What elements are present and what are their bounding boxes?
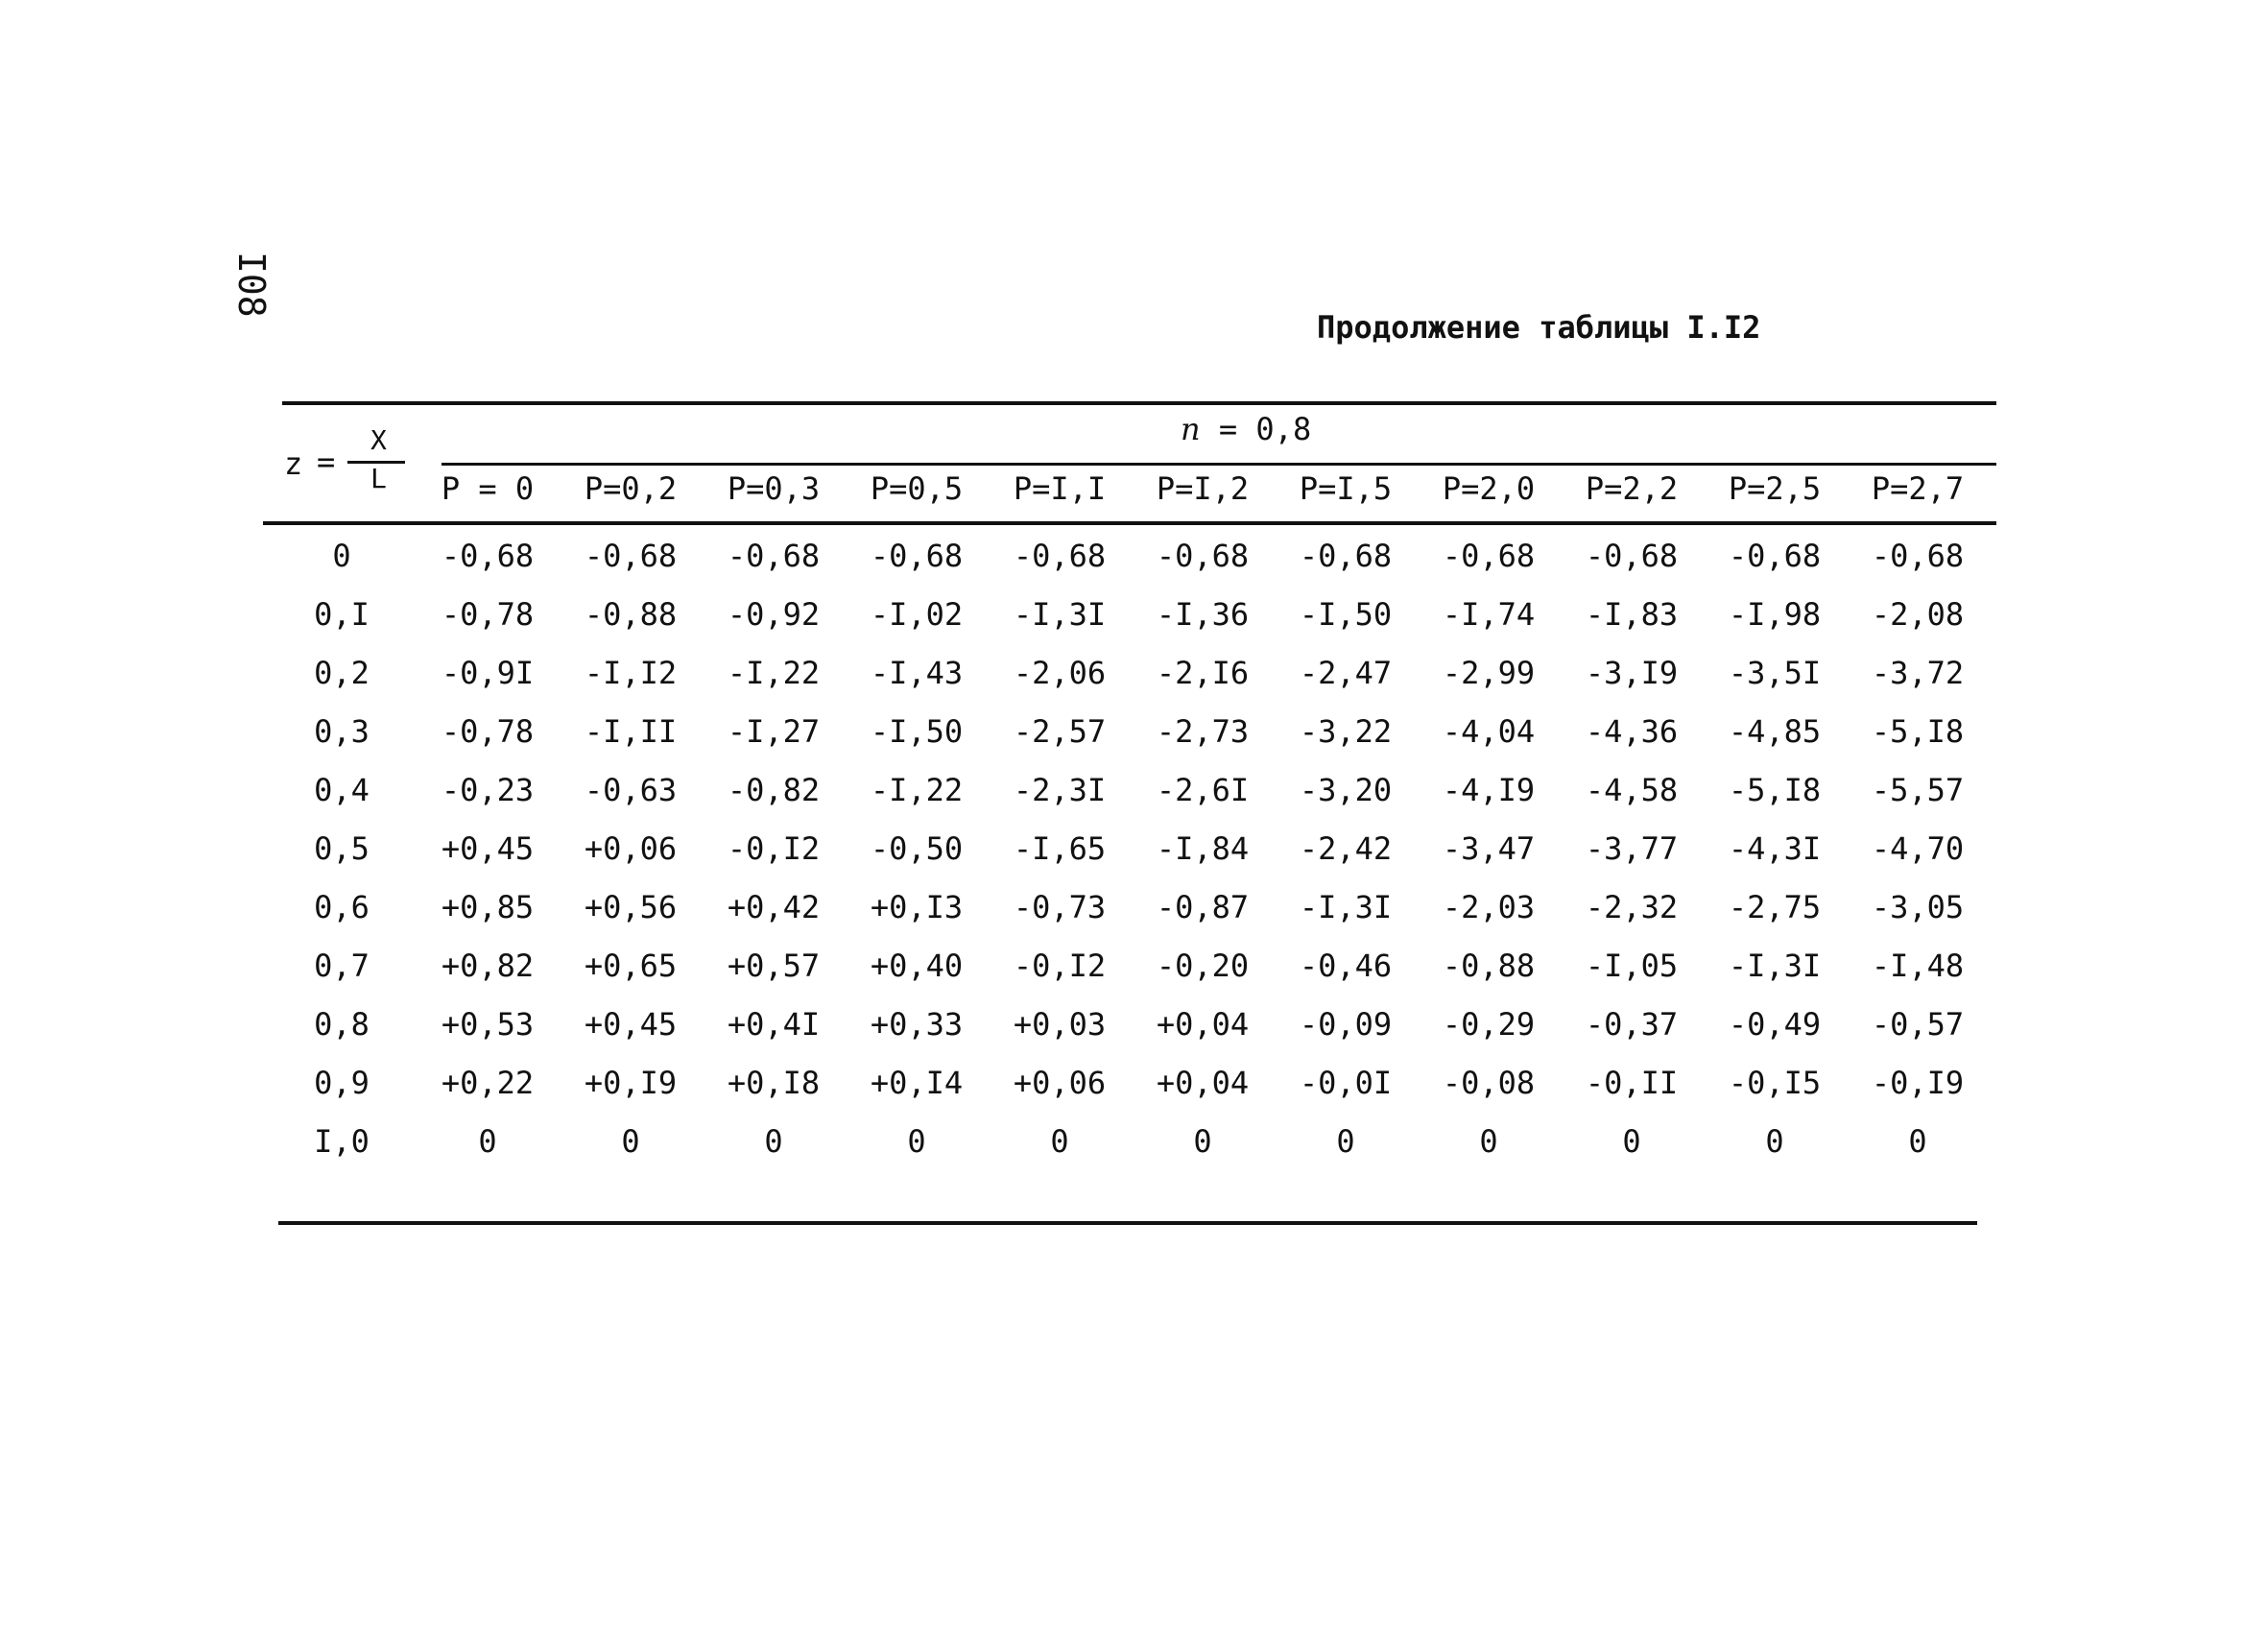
table-cell: +0,82 (441, 948, 535, 984)
table-cell: -I,3I (1299, 889, 1393, 925)
table-cell: -4,36 (1585, 713, 1679, 750)
z-value-cell: 0,9 (314, 1065, 370, 1101)
table-cell: -0,29 (1442, 1006, 1536, 1043)
table-cell: +0,33 (870, 1006, 964, 1043)
table-cell: -0,68 (441, 538, 535, 574)
table-cell: -2,73 (1156, 713, 1250, 750)
table-cell: -I,84 (1156, 830, 1250, 867)
z-symbol: z (284, 445, 303, 482)
table-cell: -I,I2 (584, 655, 678, 691)
table-cell: -2,99 (1442, 655, 1536, 691)
table-row (0, 889, 2268, 937)
table-cell: -2,42 (1299, 830, 1393, 867)
n-group-header (1181, 411, 1311, 447)
column-header: P=I,5 (1299, 470, 1393, 507)
table-cell: -5,57 (1871, 772, 1965, 808)
table-cell: -I,74 (1442, 596, 1536, 633)
z-value-cell: 0,6 (314, 889, 370, 925)
table-cell: -I,3I (1728, 948, 1822, 984)
table-row (0, 1123, 2268, 1171)
z-value-cell: 0,4 (314, 772, 370, 808)
z-value-cell: 0,2 (314, 655, 370, 691)
table-cell: -3,5I (1728, 655, 1822, 691)
table-cell: -3,47 (1442, 830, 1536, 867)
table-cell: -0,82 (727, 772, 821, 808)
table-cell: 0 (1908, 1123, 1927, 1160)
table-cell: +0,04 (1156, 1006, 1250, 1043)
table-cell: -I,50 (1299, 596, 1393, 633)
table-cell: -0,78 (441, 713, 535, 750)
column-header: P=2,5 (1728, 470, 1822, 507)
table-cell: -5,I8 (1728, 772, 1822, 808)
table-header-bottom-rule (263, 521, 1996, 525)
z-column-header (284, 424, 418, 497)
table-cell: +0,I3 (870, 889, 964, 925)
column-header: P=2,0 (1442, 470, 1536, 507)
table-cell: -0,I2 (727, 830, 821, 867)
table-cell: -3,22 (1299, 713, 1393, 750)
table-cell: -I,22 (727, 655, 821, 691)
table-cell: -3,05 (1871, 889, 1965, 925)
table-cell: 0 (1193, 1123, 1212, 1160)
column-header: P=2,7 (1871, 470, 1965, 507)
table-cell: -4,04 (1442, 713, 1536, 750)
table-bottom-rule (278, 1221, 1977, 1225)
table-cell: -I,65 (1013, 830, 1107, 867)
table-cell: -4,I9 (1442, 772, 1536, 808)
table-cell: -0,49 (1728, 1006, 1822, 1043)
table-cell: -0,46 (1299, 948, 1393, 984)
table-row (0, 713, 2268, 761)
table-cell: -0,I5 (1728, 1065, 1822, 1101)
table-cell: -I,05 (1585, 948, 1679, 984)
table-cell: -0,68 (1871, 538, 1965, 574)
table-cell: +0,I8 (727, 1065, 821, 1101)
table-cell: -0,08 (1442, 1065, 1536, 1101)
table-cell: -0,68 (870, 538, 964, 574)
table-cell: -0,50 (870, 830, 964, 867)
z-value-cell: 0,8 (314, 1006, 370, 1043)
table-cell: -0,9I (441, 655, 535, 691)
table-cell: +0,65 (584, 948, 678, 984)
table-cell: -0,78 (441, 596, 535, 633)
table-cell: 0 (1765, 1123, 1784, 1160)
table-cell: +0,85 (441, 889, 535, 925)
table-cell: -2,03 (1442, 889, 1536, 925)
table-cell: -I,3I (1013, 596, 1107, 633)
table-cell: -0,68 (1728, 538, 1822, 574)
table-cell: +0,40 (870, 948, 964, 984)
table-cell: -I,50 (870, 713, 964, 750)
table-row (0, 1065, 2268, 1113)
table-cell: -0,68 (1156, 538, 1250, 574)
table-cell: -2,06 (1013, 655, 1107, 691)
table-row (0, 596, 2268, 644)
table-top-rule (282, 401, 1996, 405)
table-cell: -0,37 (1585, 1006, 1679, 1043)
table-cell: -3,I9 (1585, 655, 1679, 691)
table-cell: +0,42 (727, 889, 821, 925)
page-number: I08 (230, 252, 273, 318)
table-cell: -0,23 (441, 772, 535, 808)
table-cell: +0,57 (727, 948, 821, 984)
table-cell: -I,27 (727, 713, 821, 750)
column-header: P=0,5 (870, 470, 964, 507)
table-row (0, 948, 2268, 996)
table-cell: -0,68 (1013, 538, 1107, 574)
table-cell: -0,II (1585, 1065, 1679, 1101)
table-header-divider (442, 463, 1996, 466)
table-cell: 0 (764, 1123, 783, 1160)
z-value-cell: 0,5 (314, 830, 370, 867)
table-cell: -4,58 (1585, 772, 1679, 808)
z-value-cell: 0,I (314, 596, 370, 633)
table-cell: -I,83 (1585, 596, 1679, 633)
column-header: P=0,3 (727, 470, 821, 507)
table-cell: -2,I6 (1156, 655, 1250, 691)
table-cell: +0,06 (1013, 1065, 1107, 1101)
table-cell: +0,53 (441, 1006, 535, 1043)
table-cell: 0 (621, 1123, 640, 1160)
table-row (0, 655, 2268, 703)
table-cell: -2,57 (1013, 713, 1107, 750)
table-cell: 0 (1050, 1123, 1069, 1160)
table-cell: -I,36 (1156, 596, 1250, 633)
table-cell: +0,45 (441, 830, 535, 867)
table-caption: Продолжение таблицы I.I2 (1317, 309, 1761, 346)
table-cell: +0,I4 (870, 1065, 964, 1101)
table-cell: +0,4I (727, 1006, 821, 1043)
z-denominator: L (370, 463, 387, 494)
table-cell: -4,3I (1728, 830, 1822, 867)
table-cell: +0,45 (584, 1006, 678, 1043)
table-cell: -0,87 (1156, 889, 1250, 925)
table-cell: -0,68 (727, 538, 821, 574)
table-cell: -3,20 (1299, 772, 1393, 808)
table-cell: -0,68 (1585, 538, 1679, 574)
table-cell: -2,32 (1585, 889, 1679, 925)
table-cell: -3,77 (1585, 830, 1679, 867)
table-cell: -2,47 (1299, 655, 1393, 691)
table-cell: -0,88 (1442, 948, 1536, 984)
table-cell: +0,06 (584, 830, 678, 867)
table-cell: -0,68 (584, 538, 678, 574)
column-header: P=I,I (1013, 470, 1107, 507)
table-cell: -I,II (584, 713, 678, 750)
table-cell: 0 (478, 1123, 497, 1160)
table-cell: -3,72 (1871, 655, 1965, 691)
table-cell: -2,6I (1156, 772, 1250, 808)
z-value-cell: 0 (332, 538, 351, 574)
z-equals: = (317, 444, 336, 480)
table-cell: +0,56 (584, 889, 678, 925)
n-value: = 0,8 (1200, 411, 1312, 447)
column-header: P=2,2 (1585, 470, 1679, 507)
table-cell: -I,48 (1871, 948, 1965, 984)
table-cell: -0,68 (1442, 538, 1536, 574)
table-cell: -I,43 (870, 655, 964, 691)
table-cell: -0,I9 (1871, 1065, 1965, 1101)
table-cell: +0,22 (441, 1065, 535, 1101)
table-cell: 0 (907, 1123, 926, 1160)
table-cell: -0,68 (1299, 538, 1393, 574)
n-symbol: n (1181, 411, 1201, 447)
z-value-cell: I,0 (314, 1123, 370, 1160)
table-row (0, 1006, 2268, 1054)
table-cell: -0,73 (1013, 889, 1107, 925)
table-cell: -0,63 (584, 772, 678, 808)
table-cell: -0,I2 (1013, 948, 1107, 984)
table-cell: -0,88 (584, 596, 678, 633)
table-cell: -I,98 (1728, 596, 1822, 633)
table-cell: -I,22 (870, 772, 964, 808)
table-cell: -I,02 (870, 596, 964, 633)
table-row (0, 830, 2268, 878)
table-cell: 0 (1622, 1123, 1641, 1160)
table-cell: -0,0I (1299, 1065, 1393, 1101)
table-cell: -2,3I (1013, 772, 1107, 808)
table-cell: 0 (1479, 1123, 1498, 1160)
table-cell: -0,57 (1871, 1006, 1965, 1043)
table-cell: -0,92 (727, 596, 821, 633)
table-cell: +0,04 (1156, 1065, 1250, 1101)
z-numerator: X (370, 424, 387, 456)
z-value-cell: 0,3 (314, 713, 370, 750)
table-cell: -4,85 (1728, 713, 1822, 750)
table-cell: -5,I8 (1871, 713, 1965, 750)
table-cell: 0 (1336, 1123, 1355, 1160)
table-cell: -4,70 (1871, 830, 1965, 867)
table-cell: -2,08 (1871, 596, 1965, 633)
table-cell: -0,09 (1299, 1006, 1393, 1043)
table-row (0, 772, 2268, 820)
table-cell: +0,03 (1013, 1006, 1107, 1043)
table-cell: -2,75 (1728, 889, 1822, 925)
table-row (0, 538, 2268, 586)
table-cell: +0,I9 (584, 1065, 678, 1101)
column-header: P=I,2 (1156, 470, 1250, 507)
table-cell: -0,20 (1156, 948, 1250, 984)
column-header: P=0,2 (584, 470, 678, 507)
z-value-cell: 0,7 (314, 948, 370, 984)
column-header: P = 0 (441, 470, 535, 507)
